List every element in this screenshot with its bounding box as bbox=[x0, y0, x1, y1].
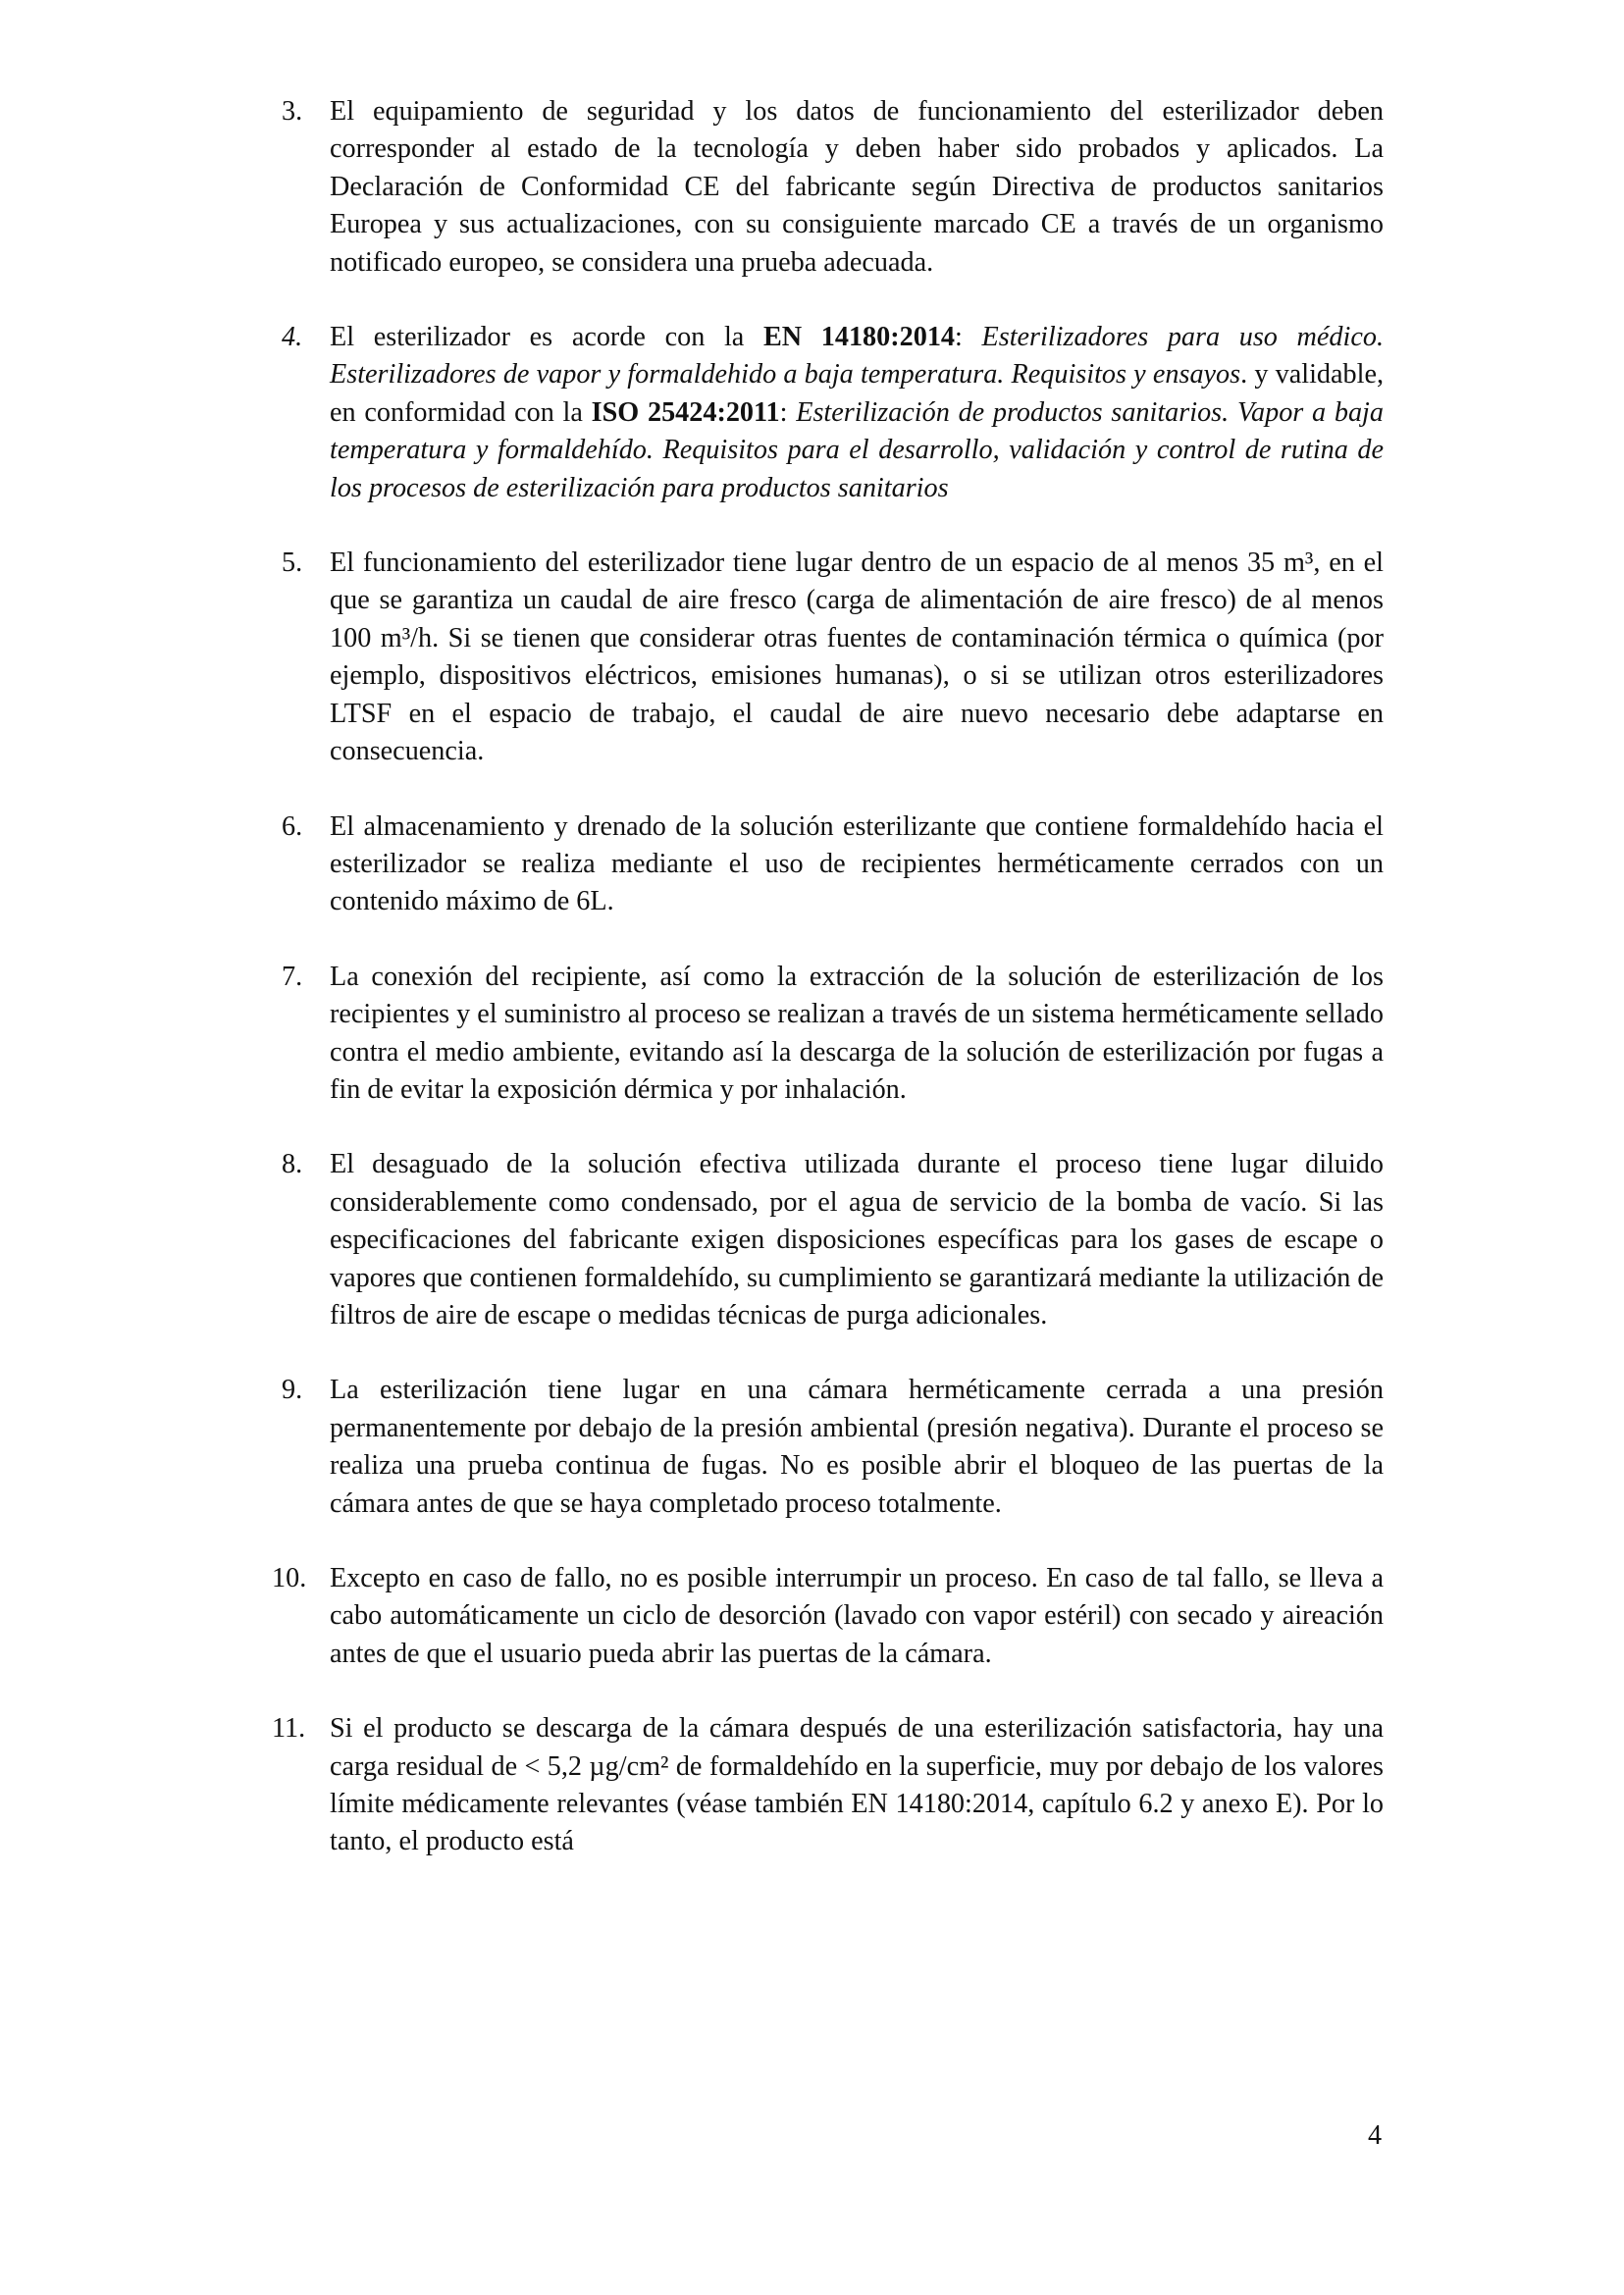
item-number: 5. bbox=[282, 548, 303, 579]
item-number: 4. bbox=[282, 322, 303, 353]
page-number: 4 bbox=[1368, 2120, 1383, 2151]
numbered-list bbox=[272, 93, 1385, 1899]
item-text: El desaguado de la solución efectiva utilizada durante el proceso tiene lugar diluido considerablemente como condensado, por el agua de servicio de la bomba de vacío. Si las especificaciones del fabricante exigen disposiciones específicas para los gases de escape o vapores que contienen formaldehído, su cumplimiento se garantizará mediante la utilización de filtros de aire de escape o medidas técnicas de purga adicionales. bbox=[330, 1149, 1384, 1330]
item-text: La esterilización tiene lugar en una cámara herméticamente cerrada a una presión permanentemente por debajo de la presión ambiental (presión negativa). Durante el proceso se realiza una prueba continua de fugas. No es posible abrir el bloqueo de las puertas de la cámara antes de que se haya completado proceso totalmente. bbox=[330, 1375, 1384, 1519]
item-number: 3. bbox=[282, 96, 303, 127]
item-text: La conexión del recipiente, así como la extracción de la solución de esterilización de los recipientes y el suministro al proceso se realizan a través de un sistema herméticamente sellado contra el medio ambiente, evitando así la descarga de la solución de esterilización por fugas a fin de evitar la exposición dérmica y por inhalación. bbox=[330, 961, 1384, 1105]
item-text: El almacenamiento y drenado de la solución esterilizante que contiene formaldehído hacia el esterilizador se realiza mediante el uso de recipientes herméticamente cerrados con un contenido máximo de 6L. bbox=[330, 810, 1384, 917]
item-number: 10. bbox=[272, 1563, 307, 1593]
item-text bbox=[330, 319, 1384, 507]
item-number: 9. bbox=[282, 1375, 303, 1406]
item-number: 7. bbox=[282, 961, 303, 992]
list-item-7 bbox=[282, 959, 1384, 1110]
text-run: . y validable, en conformidad con la bbox=[330, 359, 1384, 428]
list-item-10 bbox=[272, 1560, 1384, 1673]
text-run: El esterilizador es acorde con la bbox=[330, 322, 763, 353]
list-item-11 bbox=[272, 1710, 1384, 1861]
standard-title: Esterilizadores para uso médico. Esterilizadores de vapor y formaldehido a baja temperatura. Requisitos y ensayos bbox=[330, 322, 1385, 391]
item-text: El equipamiento de seguridad y los datos de funcionamiento del esterilizador deben corresponder al estado de la tecnología y deben haber sido probados y aplicados. La Declaración de Conformidad CE del fabricante según Directiva de productos sanitarios Europea y sus actualizaciones, con su consiguiente marcado CE a través de un organismo notificado europeo, se considera una prueba adecuada. bbox=[330, 96, 1384, 278]
standard-title: Esterilización de productos sanitarios. Vapor a baja temperatura y formaldehído. Requisitos para el desarrollo, validación y control de rutina de los procesos de esterilización para productos sanitarios bbox=[330, 396, 1384, 503]
list-item-6 bbox=[282, 808, 1384, 921]
standard-reference: ISO 25424:2011 bbox=[591, 396, 780, 428]
text-run: : bbox=[779, 396, 797, 428]
list-item-9 bbox=[282, 1372, 1384, 1523]
item-number: 6. bbox=[282, 810, 303, 842]
list-item-5 bbox=[282, 545, 1384, 770]
list-item-8 bbox=[282, 1146, 1384, 1334]
item-number: 11. bbox=[272, 1713, 306, 1745]
list-item-4 bbox=[282, 319, 1384, 507]
item-text: Excepto en caso de fallo, no es posible interrumpir un proceso. En caso de tal fallo, se lleva a cabo automáticamente un ciclo de desorción (lavado con vapor estéril) con secado y aireación antes de que el usuario pueda abrir las puertas de la cámara. bbox=[330, 1563, 1384, 1669]
list-item-3 bbox=[282, 93, 1384, 282]
text-run: : bbox=[955, 322, 982, 353]
standard-reference: EN 14180:2014 bbox=[762, 322, 956, 353]
item-number: 8. bbox=[282, 1149, 303, 1180]
item-text: El funcionamiento del esterilizador tiene lugar dentro de un espacio de al menos 35 m³, en el que se garantiza un caudal de aire fresco (carga de alimentación de aire fresco) de al menos 100 m³/h. Si se tienen que considerar otras fuentes de contaminación térmica o química (por ejemplo, dispositivos eléctricos, emisiones humanas), o si se utilizan otros esterilizadores LTSF en el espacio de trabajo, el caudal de aire nuevo necesario debe adaptarse en consecuencia. bbox=[330, 548, 1384, 767]
item-text: Si el producto se descarga de la cámara después de una esterilización satisfactoria, hay una carga residual de < 5,2 µg/cm² de formaldehído en la superficie, muy por debajo de los valores límite médicamente relevantes (véase también EN 14180:2014, capítulo 6.2 y anexo E). Por lo tanto, el producto está bbox=[330, 1713, 1384, 1857]
